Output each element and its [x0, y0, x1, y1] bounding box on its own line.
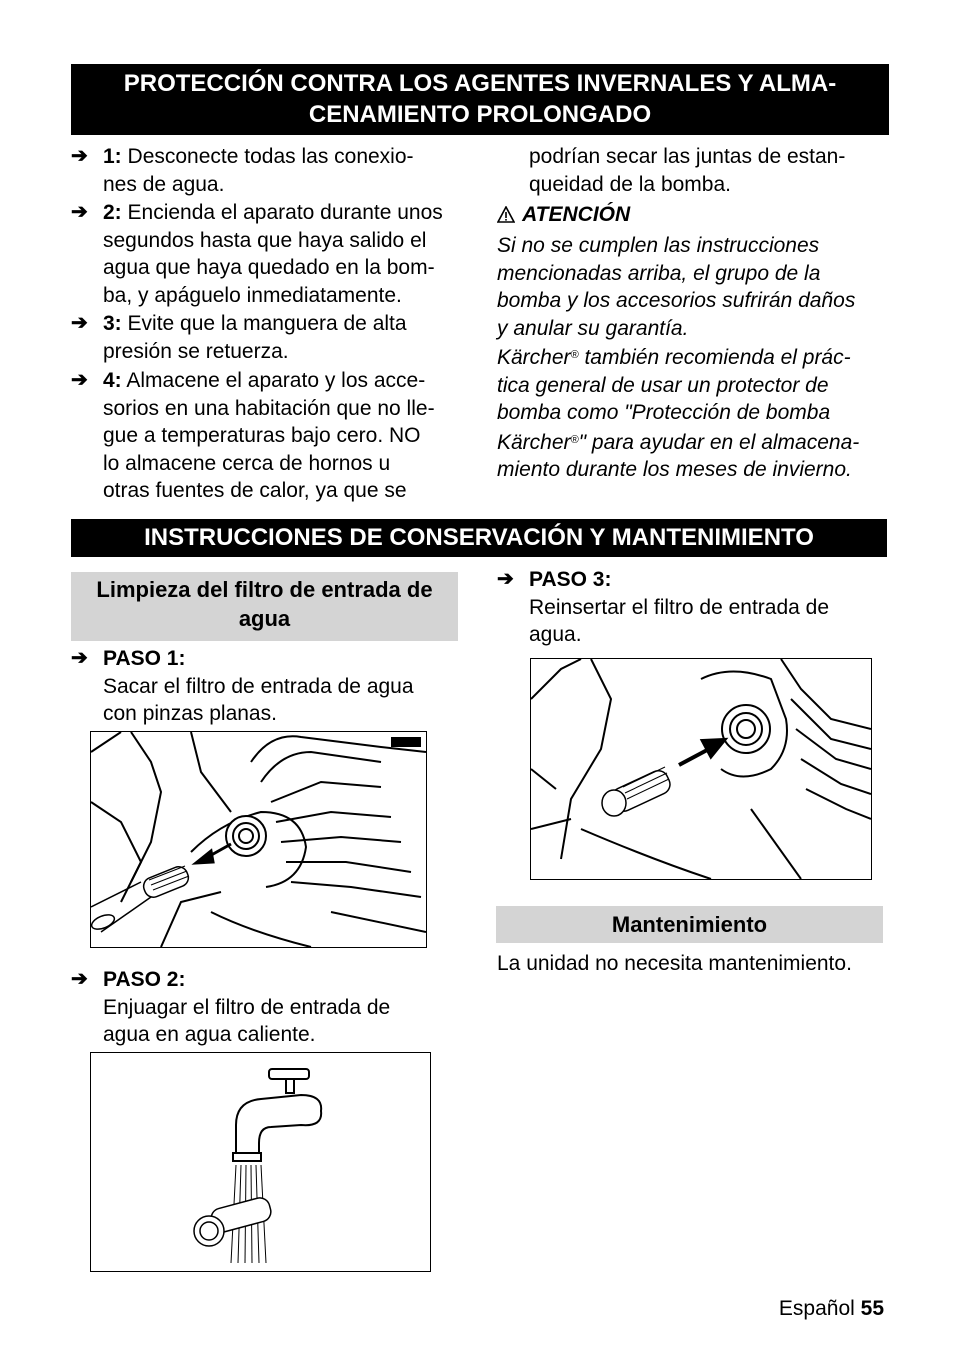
section-banner-maintenance	[71, 519, 887, 557]
warning-heading	[497, 201, 857, 231]
step-text: segundos hasta que haya salido el	[103, 228, 427, 252]
step-text: agua en agua caliente.	[103, 1023, 316, 1046]
step-text: Evite que la manguera de alta	[127, 312, 407, 335]
arrow-right-icon: ➔	[71, 201, 88, 223]
step-number: 2:	[103, 201, 122, 224]
maintenance-text: La unidad no necesita mantenimiento.	[497, 952, 852, 975]
warning-label: ATENCIÓN	[522, 203, 631, 226]
step-text: con pinzas planas.	[103, 702, 277, 725]
karcher-line: tica general de usar un protector de	[497, 373, 829, 397]
section-banner-winter-storage	[71, 64, 889, 135]
step-text: presión se retuerza.	[103, 339, 289, 363]
continuation-text: queidad de la bomba.	[529, 172, 731, 196]
subsection-heading-filter-cleaning	[71, 572, 458, 641]
arrow-right-icon: ➔	[71, 968, 88, 990]
step-label: PASO 2:	[103, 968, 186, 991]
subhead-line: agua	[238, 606, 291, 631]
step-label: PASO 3:	[529, 568, 612, 591]
section-title-line1: PROTECCIÓN CONTRA LOS AGENTES INVERNALES Y ALMA-	[123, 70, 837, 97]
page-number: 55	[860, 1297, 884, 1320]
paso-1	[71, 645, 471, 728]
arrow-right-icon: ➔	[71, 145, 88, 167]
paso-2	[71, 966, 471, 1049]
step-4	[71, 367, 471, 505]
step-3	[71, 310, 471, 365]
step-text: Reinsertar el filtro de entrada de	[529, 595, 829, 619]
step-text: gue a temperaturas bajo cero. NO	[103, 424, 421, 447]
brand-name: Kärcher	[497, 430, 571, 454]
arrow-right-icon: ➔	[71, 647, 88, 669]
warning-line: bomba y los accesorios sufrirán daños	[497, 289, 856, 312]
step-text: otras fuentes de calor, ya que se	[103, 479, 407, 502]
registered-mark: ®	[570, 433, 579, 446]
karcher-line: miento durante los meses de invierno.	[497, 458, 852, 481]
step-2	[71, 199, 471, 309]
arrow-right-icon: ➔	[71, 369, 88, 391]
warning-text	[497, 232, 897, 484]
karcher-line: " para ayudar en el almacena-	[578, 430, 860, 454]
step-4-continuation	[529, 143, 889, 198]
step-1	[71, 143, 471, 198]
step-text: lo almacene cerca de hornos u	[103, 451, 391, 475]
warning-line: Si no se cumplen las instrucciones	[497, 234, 820, 257]
step-text: agua.	[529, 623, 582, 646]
warning-triangle-icon	[497, 203, 517, 231]
step-text: Encienda el aparato durante unos	[127, 201, 443, 224]
step-text: Sacar el filtro de entrada de agua	[103, 674, 414, 698]
step-text: Desconecte todas las conexio-	[127, 145, 414, 168]
step-number: 4:	[103, 369, 122, 392]
registered-mark: ®	[570, 349, 579, 361]
karcher-line: también recomienda el prác-	[578, 346, 851, 369]
arrow-right-icon: ➔	[71, 312, 88, 334]
section-title-line2: CENAMIENTO PROLONGADO	[308, 101, 652, 128]
subsection-heading-maintenance	[496, 906, 883, 943]
brand-name: Kärcher	[497, 346, 571, 369]
step-text: agua que haya quedado en la bom-	[103, 256, 435, 279]
paso-3	[497, 566, 897, 649]
warning-line: y anular su garantía.	[497, 316, 689, 340]
arrow-right-icon: ➔	[497, 568, 514, 590]
warning-line: mencionadas arriba, el grupo de la	[497, 261, 821, 285]
step-number: 1:	[103, 145, 122, 168]
continuation-text: podrían secar las juntas de estan-	[529, 145, 846, 168]
page-footer	[779, 1297, 884, 1321]
figure-remove-filter	[90, 731, 427, 948]
figure-rinse-filter	[90, 1052, 431, 1272]
step-number: 3:	[103, 312, 122, 335]
karcher-line: bomba como "Protección de bomba	[497, 401, 831, 424]
subhead-line: Limpieza del filtro de entrada de	[96, 577, 433, 602]
step-label: PASO 1:	[103, 647, 186, 670]
step-text: Enjuagar el filtro de entrada de	[103, 995, 391, 1019]
maintenance-title: Mantenimiento	[611, 912, 768, 937]
step-text: ba, y apáguelo inmediatamente.	[103, 283, 402, 307]
step-text: sorios en una habitación que no lle-	[103, 396, 435, 420]
footer-language: Español	[778, 1297, 855, 1320]
step-text: nes de agua.	[103, 172, 225, 196]
section-title: INSTRUCCIONES DE CONSERVACIÓN Y MANTENIMIENTO	[144, 524, 814, 551]
step-text: Almacene el aparato y los acce-	[126, 369, 426, 392]
figure-reinsert-filter	[530, 658, 872, 880]
